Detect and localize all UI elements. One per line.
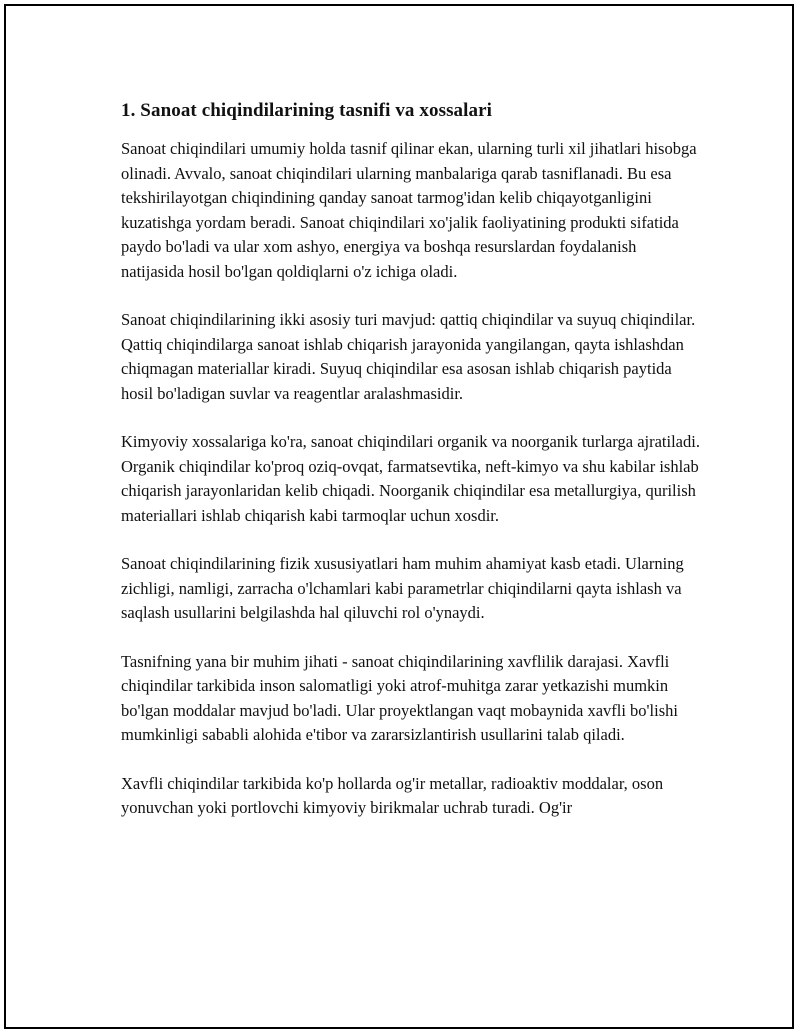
page-frame: [4, 4, 794, 1029]
paragraph-solid-liquid-waste: Sanoat chiqindilarining ikki asosiy turi mavjud: qattiq chiqindilar va suyuq chiqindilar. Qattiq chiqindilarga sanoat ishlab chiqarish jarayonida yangilangan, qayta ishlashdan chiqmagan materiallar kiradi. Suyuq chiqindilar esa asosan ishlab chiqarish paytida hosil bo'ladigan suvlar va reagentlar aralashmasidir.: [121, 310, 696, 403]
paragraph-chemical-properties: Kimyoviy xossalariga ko'ra, sanoat chiqindilari organik va noorganik turlarga ajratiladi. Organik chiqindilar ko'proq oziq-ovqat, farmatsevtika, neft-kimyo va shu kabilar ishlab chiqarish jarayonlaridan kelib chiqadi. Noorganik chiqindilar esa metallurgiya, qurilish materiallari ishlab chiqarish kabi tarmoqlar uchun xosdir.: [121, 432, 700, 525]
section-heading: 1. Sanoat chiqindilarining tasnifi va xossalari: [121, 100, 493, 121]
paragraph-hazard-level: Tasnifning yana bir muhim jihati - sanoat chiqindilarining xavflilik darajasi. Xavfli chiqindilar tarkibida inson salomatligi yoki atrof-muhitga zarar yetkazishi mumkin bo'lgan moddalar mavjud bo'ladi. Ular proyektlangan vaqt mobaynida xavfli bo'lishi mumkinligi sababli alohida e'tibor va zararsizlantirish usullarini talab qiladi.: [121, 651, 678, 744]
document-body: [121, 99, 701, 845]
paragraph-hazardous-components: Xavfli chiqindilar tarkibida ko'p hollarda og'ir metallar, radioaktiv moddalar, oson yonuvchan yoki portlovchi kimyoviy birikmalar uchrab turadi. Og'ir: [121, 773, 664, 817]
paragraph-physical-properties: Sanoat chiqindilarining fizik xususiyatlari ham muhim ahamiyat kasb etadi. Ularning zichligi, namligi, zarracha o'lchamlari kabi parametrlar chiqindilarni qayta ishlash va saqlash usullarini belgilashda hal qiluvchi rol o'ynaydi.: [121, 554, 684, 622]
paragraph-classification-intro: Sanoat chiqindilari umumiy holda tasnif qilinar ekan, ularning turli xil jihatlari hisobga olinadi. Avvalo, sanoat chiqindilari ularning manbalariga qarab tasniflanadi. Bu esa tekshirilayotgan chiqindining qanday sanoat tarmog'idan kelib chiqayotganligini kuzatishga yordam beradi. Sanoat chiqindilari xo'jalik faoliyatining produkti sifatida paydo bo'ladi va ular xom ashyo, energiya va boshqa resurslardan foydalanish natijasida hosil bo'lgan qoldiqlarni o'z ichiga oladi.: [121, 139, 697, 281]
